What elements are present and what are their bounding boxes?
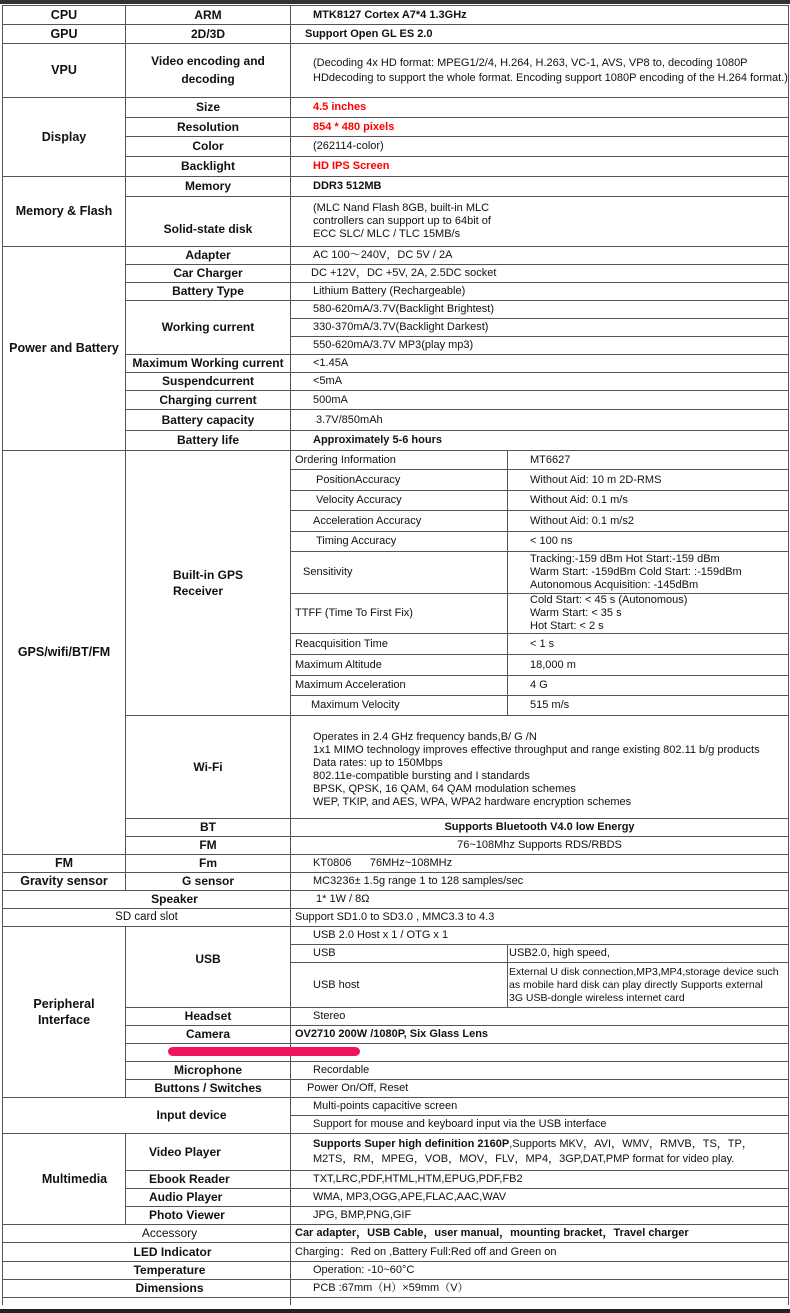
label: Battery life (126, 431, 291, 451)
label: G sensor (126, 873, 291, 891)
gps-key: Ordering Information (291, 451, 508, 470)
gps-value: 515 m/s (508, 696, 789, 716)
row-cpu (3, 6, 789, 25)
label-line: Peripheral (33, 996, 95, 1011)
value-line: Data rates: up to 150Mbps (313, 757, 443, 769)
label: Speaker (3, 891, 291, 909)
gps-value: MT6627 (508, 451, 789, 470)
gps-key: Sensitivity (291, 552, 508, 594)
value: Recordable (291, 1062, 789, 1080)
group-gps: GPS/wifi/BT/FM (3, 451, 126, 855)
highlight-marker-stroke (168, 1047, 360, 1056)
value: 4.5 inches (291, 98, 789, 118)
value: Support SD1.0 to SD3.0 , MMC3.3 to 4.3 (291, 909, 789, 927)
value-line: Hot Start: < 2 s (530, 620, 604, 632)
value: HD IPS Screen (291, 157, 789, 177)
gps-value: 4 G (508, 676, 789, 696)
value: 1* 1W / 8Ω (291, 891, 789, 909)
gps-key: PositionAccuracy (291, 470, 508, 491)
value (291, 716, 789, 819)
label: Camera (126, 1026, 291, 1044)
row-temperature (3, 1262, 789, 1280)
gps-key: Acceleration Accuracy (291, 511, 508, 532)
label: Buttons / Switches (126, 1080, 291, 1098)
bottom-border (0, 1309, 790, 1313)
usb-value (508, 963, 789, 1008)
row-accessory (3, 1225, 789, 1243)
value: 500mA (291, 391, 789, 410)
value-line: controllers can support up to 64bit of (313, 215, 491, 227)
row-size (3, 98, 789, 118)
usb-key: USB (291, 945, 508, 963)
label: Backlight (126, 157, 291, 177)
row-gravity (3, 873, 789, 891)
value: Power On/Off, Reset (291, 1080, 789, 1098)
value: Charging：Red on ,Battery Full:Red off and Green on (291, 1243, 789, 1262)
group-peripheral (3, 927, 126, 1098)
gps-value: 18,000 m (508, 655, 789, 676)
value-line: as mobile hard disk can play directly Supports external (509, 978, 763, 991)
value: 76~108Mhz Supports RDS/RBDS (291, 837, 789, 855)
label-line: Interface (37, 1012, 91, 1027)
label: Maximum Working current (126, 355, 291, 373)
group-gravity: Gravity sensor (3, 873, 126, 891)
value: 550-620mA/3.7V MP3(play mp3) (291, 337, 789, 355)
value-line: HDdecoding to support the whole format. Encoding support 1080P encoding of the H.264 format.) (313, 71, 788, 84)
value: DC +12V，DC +5V, 2A, 2.5DC socket (291, 265, 789, 283)
value: <5mA (291, 373, 789, 391)
label: 2D/3D (126, 25, 291, 44)
value (291, 44, 789, 98)
group-gpu: GPU (3, 25, 126, 44)
label: Ebook Reader (126, 1171, 291, 1189)
value: KT0806 76MHz~108MHz (291, 855, 789, 873)
value: 854 * 480 pixels (291, 118, 789, 137)
label: Temperature (3, 1262, 291, 1280)
label: Suspendcurrent (126, 373, 291, 391)
label: Car Charger (126, 265, 291, 283)
label: Resolution (126, 118, 291, 137)
value: Stereo (291, 1008, 789, 1026)
gps-value (508, 552, 789, 594)
value-line: (MLC Nand Flash 8GB, built-in MLC (313, 202, 490, 214)
label-line: decoding (181, 72, 235, 86)
group-cpu: CPU (3, 6, 126, 25)
value: WMA, MP3,OGG,APE,FLAC,AAC,WAV (291, 1189, 789, 1207)
gps-row (3, 451, 789, 470)
value: JPG, BMP,PNG,GIF (291, 1207, 789, 1225)
label: Charging current (126, 391, 291, 410)
value-line: ECC SLC/ MLC / TLC 15MB/s (313, 228, 461, 240)
group-multimedia: Multimedia (3, 1134, 126, 1225)
usb-key: USB host (291, 963, 508, 1008)
label: Working current (126, 301, 291, 355)
value-line: 3G USB-dongle wireless internet card (509, 991, 685, 1004)
value: TXT,LRC,PDF,HTML,HTM,EPUG,PDF,FB2 (291, 1171, 789, 1189)
value: Support Open GL ES 2.0 (291, 25, 789, 44)
value: Approximately 5-6 hours (291, 431, 789, 451)
label: Photo Viewer (126, 1207, 291, 1225)
value: AC 100～240V，DC 5V / 2A (291, 247, 789, 265)
label: Fm (126, 855, 291, 873)
label-line: Receiver (172, 583, 224, 598)
value-line: WEP, TKIP, and AES, WPA, WPA2 hardware encryption schemes (313, 796, 632, 808)
gps-value: < 100 ns (508, 532, 789, 552)
label: Battery Type (126, 283, 291, 301)
label-line: Built-in GPS (173, 567, 243, 582)
label: USB (126, 927, 291, 1008)
value-rest: ,Supports MKV，AVI，WMV，RMVB，TS，TP， (509, 1138, 753, 1150)
label: Microphone (126, 1062, 291, 1080)
usb-value: USB2.0, high speed, (508, 945, 789, 963)
value: DDR3 512MB (291, 177, 789, 197)
label: Audio Player (126, 1189, 291, 1207)
value-line: Tracking:-159 dBm Hot Start:-159 dBm (530, 553, 720, 565)
value-line: BPSK, QPSK, 16 QAM, 64 QAM modulation schemes (313, 783, 576, 795)
group-power: Power and Battery (3, 247, 126, 451)
value: PCB :67mm（H）×59mm（V） (291, 1280, 789, 1298)
empty-cell (291, 1044, 789, 1062)
value: 580-620mA/3.7V(Backlight Brightest) (291, 301, 789, 319)
value: USB 2.0 Host x 1 / OTG x 1 (291, 927, 789, 945)
gps-key: Maximum Velocity (291, 696, 508, 716)
label: Wi-Fi (126, 716, 291, 819)
value: Support for mouse and keyboard input via the USB interface (291, 1116, 789, 1134)
label: Dimensions (3, 1280, 291, 1298)
label: Video Player (126, 1134, 291, 1171)
label: SD card slot (3, 909, 291, 927)
gps-key: Reacquisition Time (291, 634, 508, 655)
gps-key: Timing Accuracy (291, 532, 508, 552)
value: 330-370mA/3.7V(Backlight Darkest) (291, 319, 789, 337)
value: 3.7V/850mAh (291, 410, 789, 431)
label: Accessory (3, 1225, 291, 1243)
value-line (313, 1138, 784, 1151)
gps-value: Without Aid: 10 m 2D-RMS (508, 470, 789, 491)
value-line: M2TS，RM，MPEG，VOB，MOV，FLV，MP4，3GP,DAT,PMP format for video play. (313, 1153, 735, 1165)
label: Solid-state disk (126, 197, 291, 247)
label: ARM (126, 6, 291, 25)
row-led (3, 1243, 789, 1262)
gps-value: Without Aid: 0.1 m/s2 (508, 511, 789, 532)
label: Color (126, 137, 291, 157)
value-line: (Decoding 4x HD format: MPEG1/2/4, H.264, H.263, VC-1, AVS, VP8 to, decoding 1080P (313, 56, 748, 69)
value-line: 1x1 MIMO technology improves effective throughput and range existing 802.11 b/g products (313, 744, 760, 756)
gps-key: Maximum Acceleration (291, 676, 508, 696)
value: <1.45A (291, 355, 789, 373)
value (291, 1134, 789, 1171)
value-line: Warm Start: < 35 s (530, 607, 622, 619)
value-line: Warm Start: -159dBm Cold Start: :-159dBm (530, 566, 742, 578)
group-display: Display (3, 98, 126, 177)
value: Supports Bluetooth V4.0 low Energy (291, 819, 789, 837)
row-speaker (3, 891, 789, 909)
label (126, 44, 291, 98)
label: Adapter (126, 247, 291, 265)
row-dimensions (3, 1280, 789, 1298)
empty-cell (291, 1298, 789, 1305)
value: Lithium Battery (Rechargeable) (291, 283, 789, 301)
value (291, 197, 789, 247)
row-sd (3, 909, 789, 927)
label: Input device (3, 1098, 291, 1134)
top-border (0, 0, 790, 4)
group-fm: FM (3, 855, 126, 873)
value: (262114-color) (291, 137, 789, 157)
empty-cell (3, 1298, 291, 1305)
value-line: Autonomous Acquisition: -145dBm (530, 579, 699, 591)
gps-key: Maximum Altitude (291, 655, 508, 676)
group-memory: Memory & Flash (3, 177, 126, 247)
value-line: 802.11e-compatible bursting and I standards (313, 770, 530, 782)
value: Multi-points capacitive screen (291, 1098, 789, 1116)
gps-key: TTFF (Time To First Fix) (291, 594, 508, 634)
row-footer (3, 1298, 789, 1305)
value-line: External U disk connection,MP3,MP4,storage device such (509, 965, 779, 978)
value: MTK8127 Cortex A7*4 1.3GHz (291, 6, 789, 25)
value-line: Operates in 2.4 GHz frequency bands,B/ G /N (313, 731, 537, 743)
row-memory (3, 177, 789, 197)
label: FM (126, 837, 291, 855)
value: Car adapter，USB Cable，user manual，mounting bracket，Travel charger (291, 1225, 789, 1243)
row-adapter (3, 247, 789, 265)
label: Memory (126, 177, 291, 197)
row-video (3, 1134, 789, 1171)
gps-value (508, 594, 789, 634)
value-line: Cold Start: < 45 s (Autonomous) (530, 594, 688, 606)
value: Operation: -10~60°C (291, 1262, 789, 1280)
group-vpu: VPU (3, 44, 126, 98)
label: Headset (126, 1008, 291, 1026)
value: MC3236± 1.5g range 1 to 128 samples/sec (291, 873, 789, 891)
label: Battery capacity (126, 410, 291, 431)
spec-table (2, 5, 789, 1305)
row-gpu (3, 25, 789, 44)
row-input (3, 1098, 789, 1116)
row-usb-spec (3, 927, 789, 945)
gps-label (126, 451, 291, 716)
gps-key: Velocity Accuracy (291, 491, 508, 511)
gps-value: < 1 s (508, 634, 789, 655)
label: LED Indicator (3, 1243, 291, 1262)
value-bold: Supports Super high definition 2160P (313, 1138, 510, 1150)
gps-value: Without Aid: 0.1 m/s (508, 491, 789, 511)
label: BT (126, 819, 291, 837)
label: Size (126, 98, 291, 118)
value: OV2710 200W /1080P, Six Glass Lens (291, 1026, 789, 1044)
row-vpu (3, 44, 789, 98)
row-fm (3, 855, 789, 873)
label-line: Video encoding and (151, 54, 265, 68)
